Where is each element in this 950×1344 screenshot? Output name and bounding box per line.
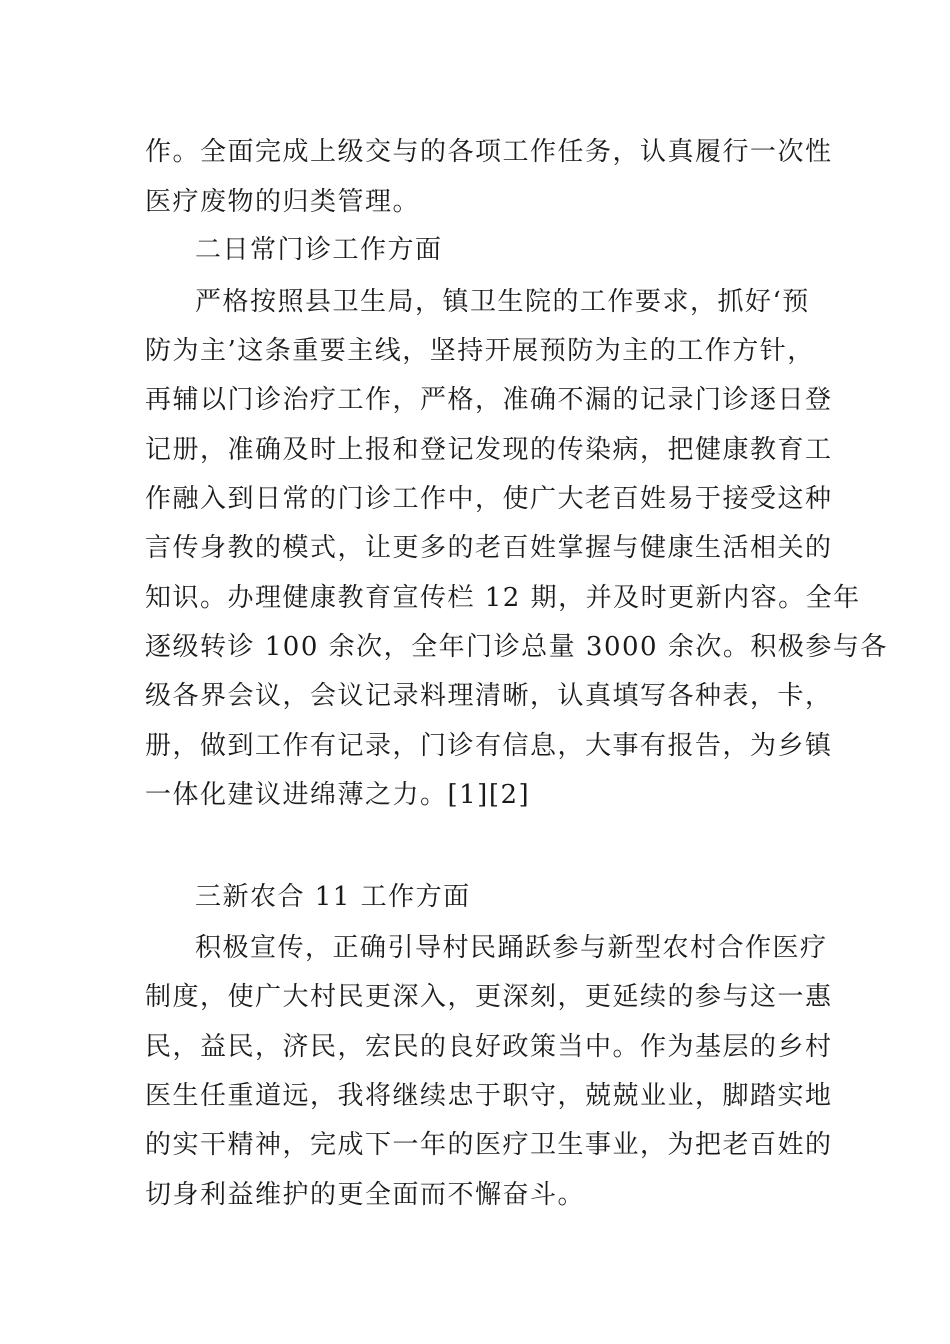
paragraph-line: 再辅以门诊治疗工作，严格，准确不漏的记录门诊逐日登 — [145, 385, 833, 415]
paragraph-line: 防为主’这条重要主线，坚持开展预防为主的工作方针， — [145, 336, 815, 366]
paragraph-line: 切身利益维护的更全面而不懈奋斗。 — [145, 1180, 586, 1210]
paragraph-line: 医生任重道远，我将继续忠于职守，兢兢业业，脚踏实地 — [145, 1081, 833, 1111]
paragraph-line: 积极宣传，正确引导村民踊跃参与新型农村合作医疗 — [195, 933, 828, 963]
section-heading: 二日常门诊工作方面 — [195, 235, 443, 265]
paragraph-line: 严格按照县卫生局，镇卫生院的工作要求，抓好‘预 — [195, 287, 810, 317]
paragraph-line: 记册，准确及时上报和登记发现的传染病，把健康教育工 — [145, 435, 833, 465]
section-heading: 三新农合 11 工作方面 — [195, 882, 471, 912]
paragraph-line: 医疗废物的归类管理。 — [145, 187, 421, 217]
paragraph-line: 的实干精神，完成下一年的医疗卫生事业，为把老百姓的 — [145, 1130, 833, 1160]
paragraph-line: 言传身教的模式，让更多的老百姓掌握与健康生活相关的 — [145, 533, 833, 563]
paragraph-line: 一体化建议进绵薄之力。[1][2] — [145, 780, 531, 810]
paragraph-line: 册，做到工作有记录，门诊有信息，大事有报告，为乡镇 — [145, 731, 833, 761]
paragraph-line: 制度，使广大村民更深入，更深刻，更延续的参与这一惠 — [145, 982, 833, 1012]
paragraph-line: 级各界会议，会议记录料理清晰，认真填写各种表，卡， — [145, 681, 833, 711]
paragraph-line: 作融入到日常的门诊工作中，使广大老百姓易于接受这种 — [145, 484, 833, 514]
paragraph-line: 知识。办理健康教育宣传栏 12 期，并及时更新内容。全年 — [145, 583, 861, 613]
paragraph-line: 逐级转诊 100 余次，全年门诊总量 3000 余次。积极参与各 — [145, 632, 888, 662]
paragraph-line: 作。全面完成上级交与的各项工作任务，认真履行一次性 — [145, 137, 833, 167]
paragraph-line: 民，益民，济民，宏民的良好政策当中。作为基层的乡村 — [145, 1032, 833, 1062]
